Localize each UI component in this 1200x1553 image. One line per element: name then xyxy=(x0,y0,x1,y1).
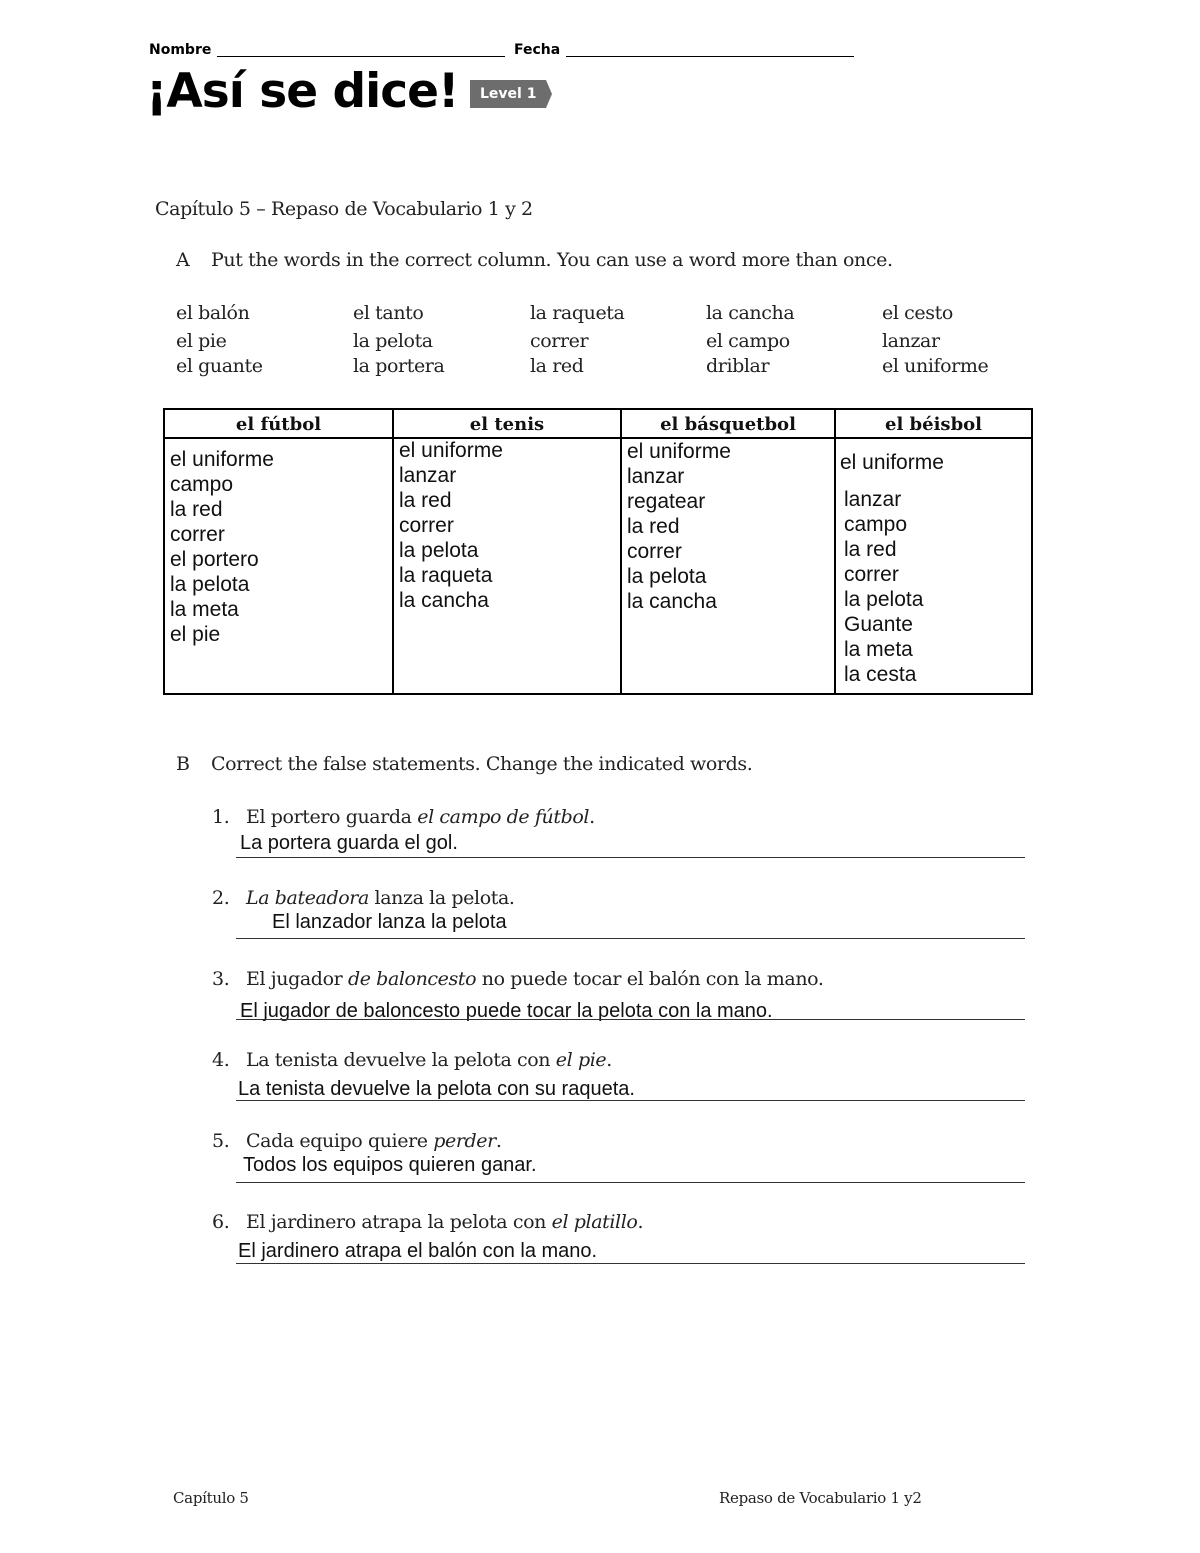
table-cell-item: la pelota xyxy=(399,539,479,562)
footer-right: Repaso de Vocabulario 1 y2 xyxy=(719,1489,922,1507)
question-text: no puede tocar el balón con la mano. xyxy=(476,968,824,990)
question-statement xyxy=(246,1049,612,1071)
word-bank-item: el cesto xyxy=(882,302,953,324)
indicated-words: el platillo xyxy=(551,1211,638,1233)
table-cell-item: la pelota xyxy=(627,565,707,588)
answer-line xyxy=(236,938,1025,939)
table-cell-item: la red xyxy=(170,498,223,521)
table-cell-item: campo xyxy=(170,473,234,496)
answer-text: El lanzador lanza la pelota xyxy=(272,911,507,933)
level-badge-text: Level 1 xyxy=(470,80,546,108)
word-bank-item: el balón xyxy=(176,302,250,324)
answer-line xyxy=(236,1019,1025,1020)
table-cell-item: la red xyxy=(399,489,452,512)
word-bank-item: driblar xyxy=(706,355,770,377)
table-header-beisbol: el béisbol xyxy=(885,414,982,435)
table-cell-item: lanzar xyxy=(627,465,685,488)
question-text: . xyxy=(495,1130,502,1152)
word-bank-item: el tanto xyxy=(353,302,424,324)
table-cell-item: la cesta xyxy=(844,663,917,686)
table-cell-item: el pie xyxy=(170,623,221,646)
table-header-basquetbol: el básquetbol xyxy=(660,414,796,435)
table-cell-item: el uniforme xyxy=(399,439,503,462)
question-text: El jardinero atrapa la pelota con xyxy=(246,1211,552,1233)
table-cell-item: campo xyxy=(844,513,908,536)
indicated-words: perder xyxy=(433,1130,496,1152)
word-bank-item: la raqueta xyxy=(530,302,625,324)
name-label: Nombre xyxy=(149,42,212,58)
badge-notch xyxy=(546,80,552,108)
indicated-words: el pie xyxy=(555,1049,607,1071)
question-number: 5. xyxy=(212,1130,230,1152)
question-text: . xyxy=(606,1049,612,1071)
question-number: 2. xyxy=(212,887,230,909)
table-cell-item: correr xyxy=(399,514,454,537)
table-cell-item: correr xyxy=(627,540,682,563)
table-cell-item: la red xyxy=(627,515,680,538)
answer-text: La tenista devuelve la pelota con su raqueta. xyxy=(238,1078,635,1100)
indicated-words: el campo de fútbol xyxy=(417,806,590,828)
answer-text: La portera guarda el gol. xyxy=(240,832,458,854)
question-statement xyxy=(246,806,595,828)
level-badge xyxy=(470,80,552,108)
word-bank-item: correr xyxy=(530,330,589,352)
word-bank-item: la portera xyxy=(353,355,445,377)
question-statement xyxy=(246,887,515,909)
table-cell-item: la pelota xyxy=(170,573,250,596)
table-cell-item: la pelota xyxy=(844,588,924,611)
table-cell-item: el uniforme xyxy=(840,451,944,474)
question-number: 4. xyxy=(212,1049,230,1071)
table-header-tenis: el tenis xyxy=(469,414,545,435)
part-a-instruction: Put the words in the correct column. You can use a word more than once. xyxy=(211,249,893,271)
answer-text: El jugador de baloncesto puede tocar la pelota con la mano. xyxy=(240,1000,773,1022)
word-bank-item: la pelota xyxy=(353,330,433,352)
question-text: El portero guarda xyxy=(246,806,418,828)
footer-left: Capítulo 5 xyxy=(173,1489,249,1507)
table-cell-item: la cancha xyxy=(627,590,717,613)
part-a-letter: A xyxy=(176,249,190,271)
table-cell-item: lanzar xyxy=(399,464,457,487)
answer-line xyxy=(236,1100,1025,1101)
question-statement xyxy=(246,968,824,990)
question-number: 1. xyxy=(212,806,230,828)
name-line xyxy=(217,56,505,57)
indicated-words: de baloncesto xyxy=(347,968,477,990)
answer-text: Todos los equipos quieren ganar. xyxy=(243,1154,537,1176)
word-bank-item: la cancha xyxy=(706,302,795,324)
part-b-instruction: Correct the false statements. Change the indicated words. xyxy=(211,753,753,775)
word-bank-item: el uniforme xyxy=(882,355,989,377)
table-cell-item: la red xyxy=(844,538,897,561)
date-label: Fecha xyxy=(514,42,561,58)
answer-line xyxy=(236,1182,1025,1183)
table-cell-item: correr xyxy=(844,563,899,586)
question-text: La tenista devuelve la pelota con xyxy=(246,1049,556,1071)
brand-logo: ¡Así se dice! xyxy=(146,64,459,119)
table-cell-item: regatear xyxy=(627,490,706,513)
question-number: 3. xyxy=(212,968,230,990)
word-bank-item: el guante xyxy=(176,355,263,377)
date-line xyxy=(566,56,854,57)
table-cell-item: la meta xyxy=(844,638,913,661)
table-cell-item: el portero xyxy=(170,548,259,571)
question-text: Cada equipo quiere xyxy=(246,1130,434,1152)
table-column-divider xyxy=(620,410,622,693)
table-column-divider xyxy=(834,410,836,693)
question-number: 6. xyxy=(212,1211,230,1233)
page-title: Capítulo 5 – Repaso de Vocabulario 1 y 2 xyxy=(155,198,533,220)
question-text: . xyxy=(637,1211,644,1233)
table-cell-item: la cancha xyxy=(399,589,489,612)
table-cell-item: correr xyxy=(170,523,225,546)
indicated-words: La bateadora xyxy=(246,887,369,909)
table-cell-item: Guante xyxy=(844,613,913,636)
question-statement xyxy=(246,1130,501,1152)
table-cell-item: la meta xyxy=(170,598,239,621)
vocab-table xyxy=(163,408,1033,695)
part-b-letter: B xyxy=(176,753,190,775)
table-header-futbol: el fútbol xyxy=(235,414,322,435)
answer-text: El jardinero atrapa el balón con la mano. xyxy=(238,1240,598,1262)
table-cell-item: lanzar xyxy=(844,488,902,511)
question-text: El jugador xyxy=(246,968,348,990)
word-bank-item: el pie xyxy=(176,330,227,352)
question-text: . xyxy=(589,806,595,828)
table-cell-item: el uniforme xyxy=(170,448,274,471)
word-bank-item: lanzar xyxy=(882,330,940,352)
question-statement xyxy=(246,1211,643,1233)
table-cell-item: el uniforme xyxy=(627,440,731,463)
table-cell-item: la raqueta xyxy=(399,564,493,587)
word-bank-item: la red xyxy=(530,355,584,377)
word-bank-item: el campo xyxy=(706,330,790,352)
answer-line xyxy=(236,1263,1025,1264)
table-column-divider xyxy=(392,410,394,693)
question-text: lanza la pelota. xyxy=(368,887,515,909)
answer-line xyxy=(236,857,1025,858)
